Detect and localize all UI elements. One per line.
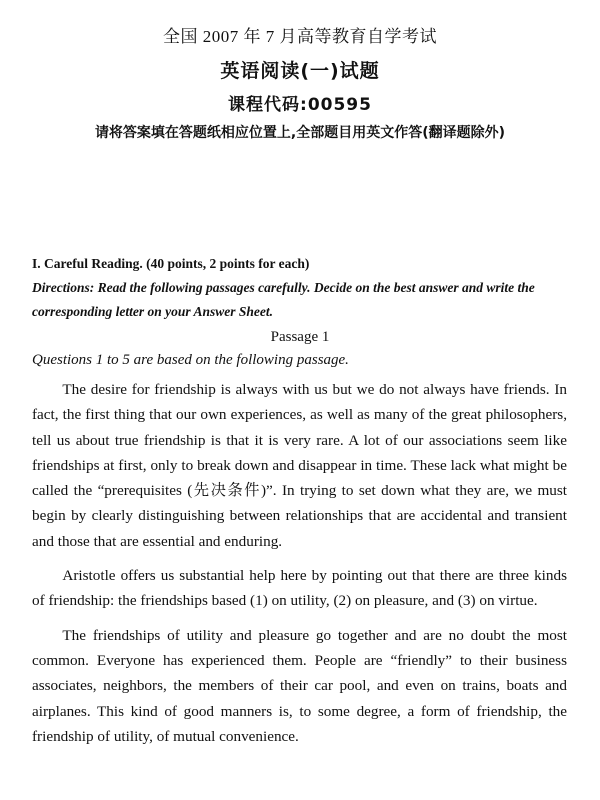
passage-paragraph: The desire for friendship is always with us but we do not always have friends. In fact, the first thing that our own experiences, as well as many of the great philosophers, tell us about true friendship is that it is very rare. A lot of our associations seem like friendships at first, only to break down and disappear in time. These lack what might be called the “prerequisites (先决条件)”. In trying to set down what they are, we must begin by clearly distinguishing between relationships that are accidental and transient and those that are essential and enduring. (32, 381, 567, 550)
answer-instruction: 请将答案填在答题纸相应位置上,全部题目用英文作答(翻译题除外) (94, 125, 506, 141)
section-title: I. Careful Reading. (40 points, 2 points for each) (32, 256, 310, 271)
section-directions: Directions: Read the following passages carefully. Decide on the best answer and write the corresponding letter on your Answer Sheet. (32, 280, 535, 319)
passage-paragraph: Aristotle offers us substantial help here by pointing out that there are three kinds of friendship: the friendships based (1) on utility, (2) on pleasure, and (3) on virtue. (32, 567, 567, 610)
passage-paragraph: The friendships of utility and pleasure go together and are no doubt the most common. Everyone has experienced them. People are “friendly” to their business associates, neighbors, the members of their car pool, and even on trains, boats and airplanes. This kind of good manners is, to some degree, a form of friendship, the friendship of utility, of mutual convenience. (32, 626, 567, 745)
exam-title: 全国 2007 年 7 月高等教育自学考试 (163, 27, 437, 46)
subject-title: 英语阅读(一)试题 (220, 60, 380, 82)
questions-note: Questions 1 to 5 are based on the following passage. (32, 352, 349, 368)
passage-body (32, 377, 567, 749)
course-code: 课程代码:00595 (228, 95, 372, 115)
passage-title: Passage 1 (270, 329, 330, 345)
